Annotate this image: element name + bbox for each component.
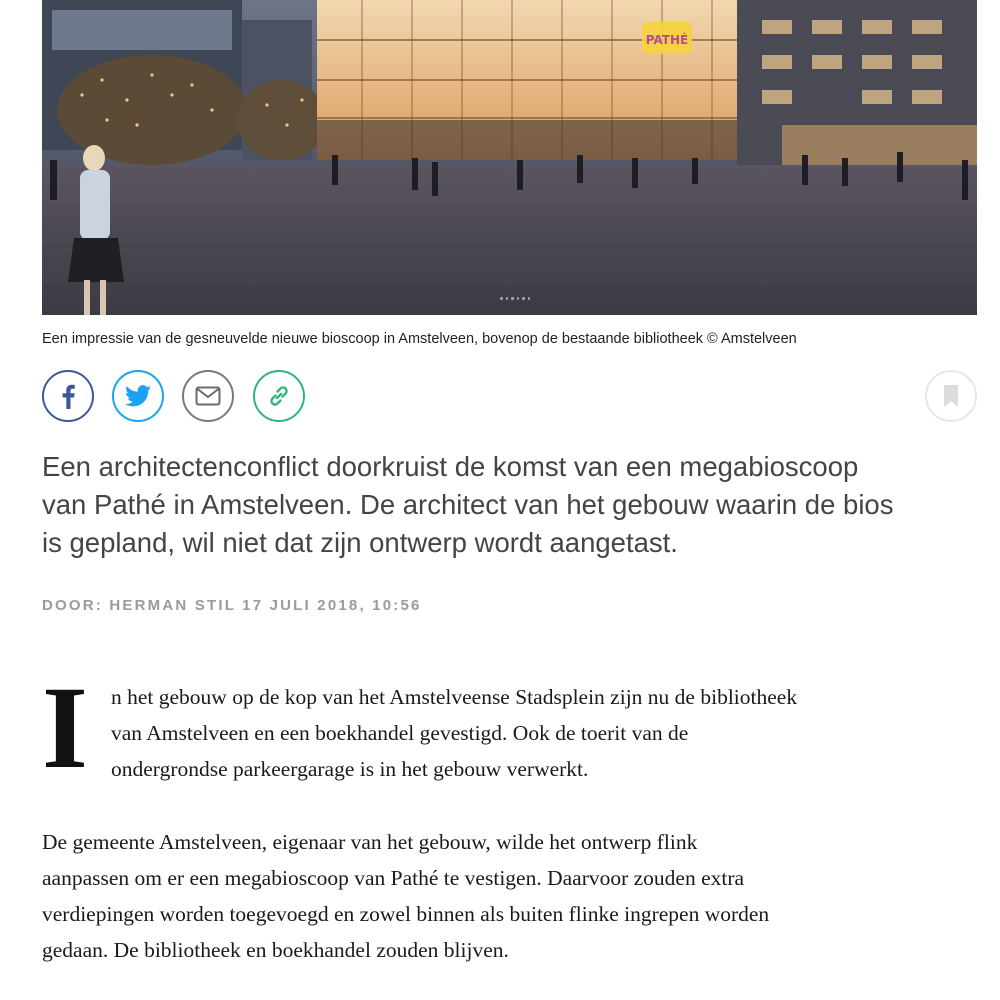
drop-cap: I [42,662,88,793]
hero-image [42,0,977,315]
share-facebook-button[interactable] [42,370,94,422]
twitter-icon [125,385,151,407]
article-intro [42,448,982,562]
share-link-button[interactable] [253,370,305,422]
mail-icon [195,386,221,406]
link-icon [266,383,292,409]
paragraph-line: aanpassen om er een megabioscoop van Pathé te vestigen. Daarvoor zouden extra [42,866,745,890]
paragraph-line: De gemeente Amstelveen, eigenaar van het gebouw, wilde het ontwerp flink [42,830,698,854]
share-bar [42,370,977,426]
intro-line: is gepland, wil niet dat zijn ontwerp wordt aangetast. [42,527,678,558]
bookmark-button[interactable] [925,370,977,422]
intro-line: van Pathé in Amstelveen. De architect van het gebouw waarin de bios [42,489,894,520]
share-twitter-button[interactable] [112,370,164,422]
paragraph-line: gedaan. De bibliotheek en boekhandel zouden blijven. [42,938,509,962]
paragraph-line: ondergrondse parkeergarage is in het gebouw verwerkt. [111,757,589,781]
article-byline: DOOR: HERMAN STIL 17 JULI 2018, 10:56 [42,597,422,614]
bookmark-icon [943,384,959,408]
facebook-icon [57,383,79,409]
hero-pagination-dots [500,297,530,303]
intro-line: Een architectenconflict doorkruist de komst van een megabioscoop [42,451,859,482]
image-caption: Een impressie van de gesneuvelde nieuwe bioscoop in Amstelveen, bovenop de bestaande bibliotheek © Amstelveen [42,331,797,347]
article-paragraph [42,824,769,968]
share-mail-button[interactable] [182,370,234,422]
article-paragraph [42,662,977,796]
article-body [42,662,977,962]
hero-sign-text: PATHÉ [645,33,689,47]
paragraph-line: verdiepingen worden toegevoegd en zowel binnen als buiten flinke ingrepen worden [42,902,770,926]
paragraph-line: van Amstelveen en een boekhandel gevestigd. Ook de toerit van de [111,721,689,745]
paragraph-line: n het gebouw op de kop van het Amstelveense Stadsplein zijn nu de bibliotheek [111,685,798,709]
